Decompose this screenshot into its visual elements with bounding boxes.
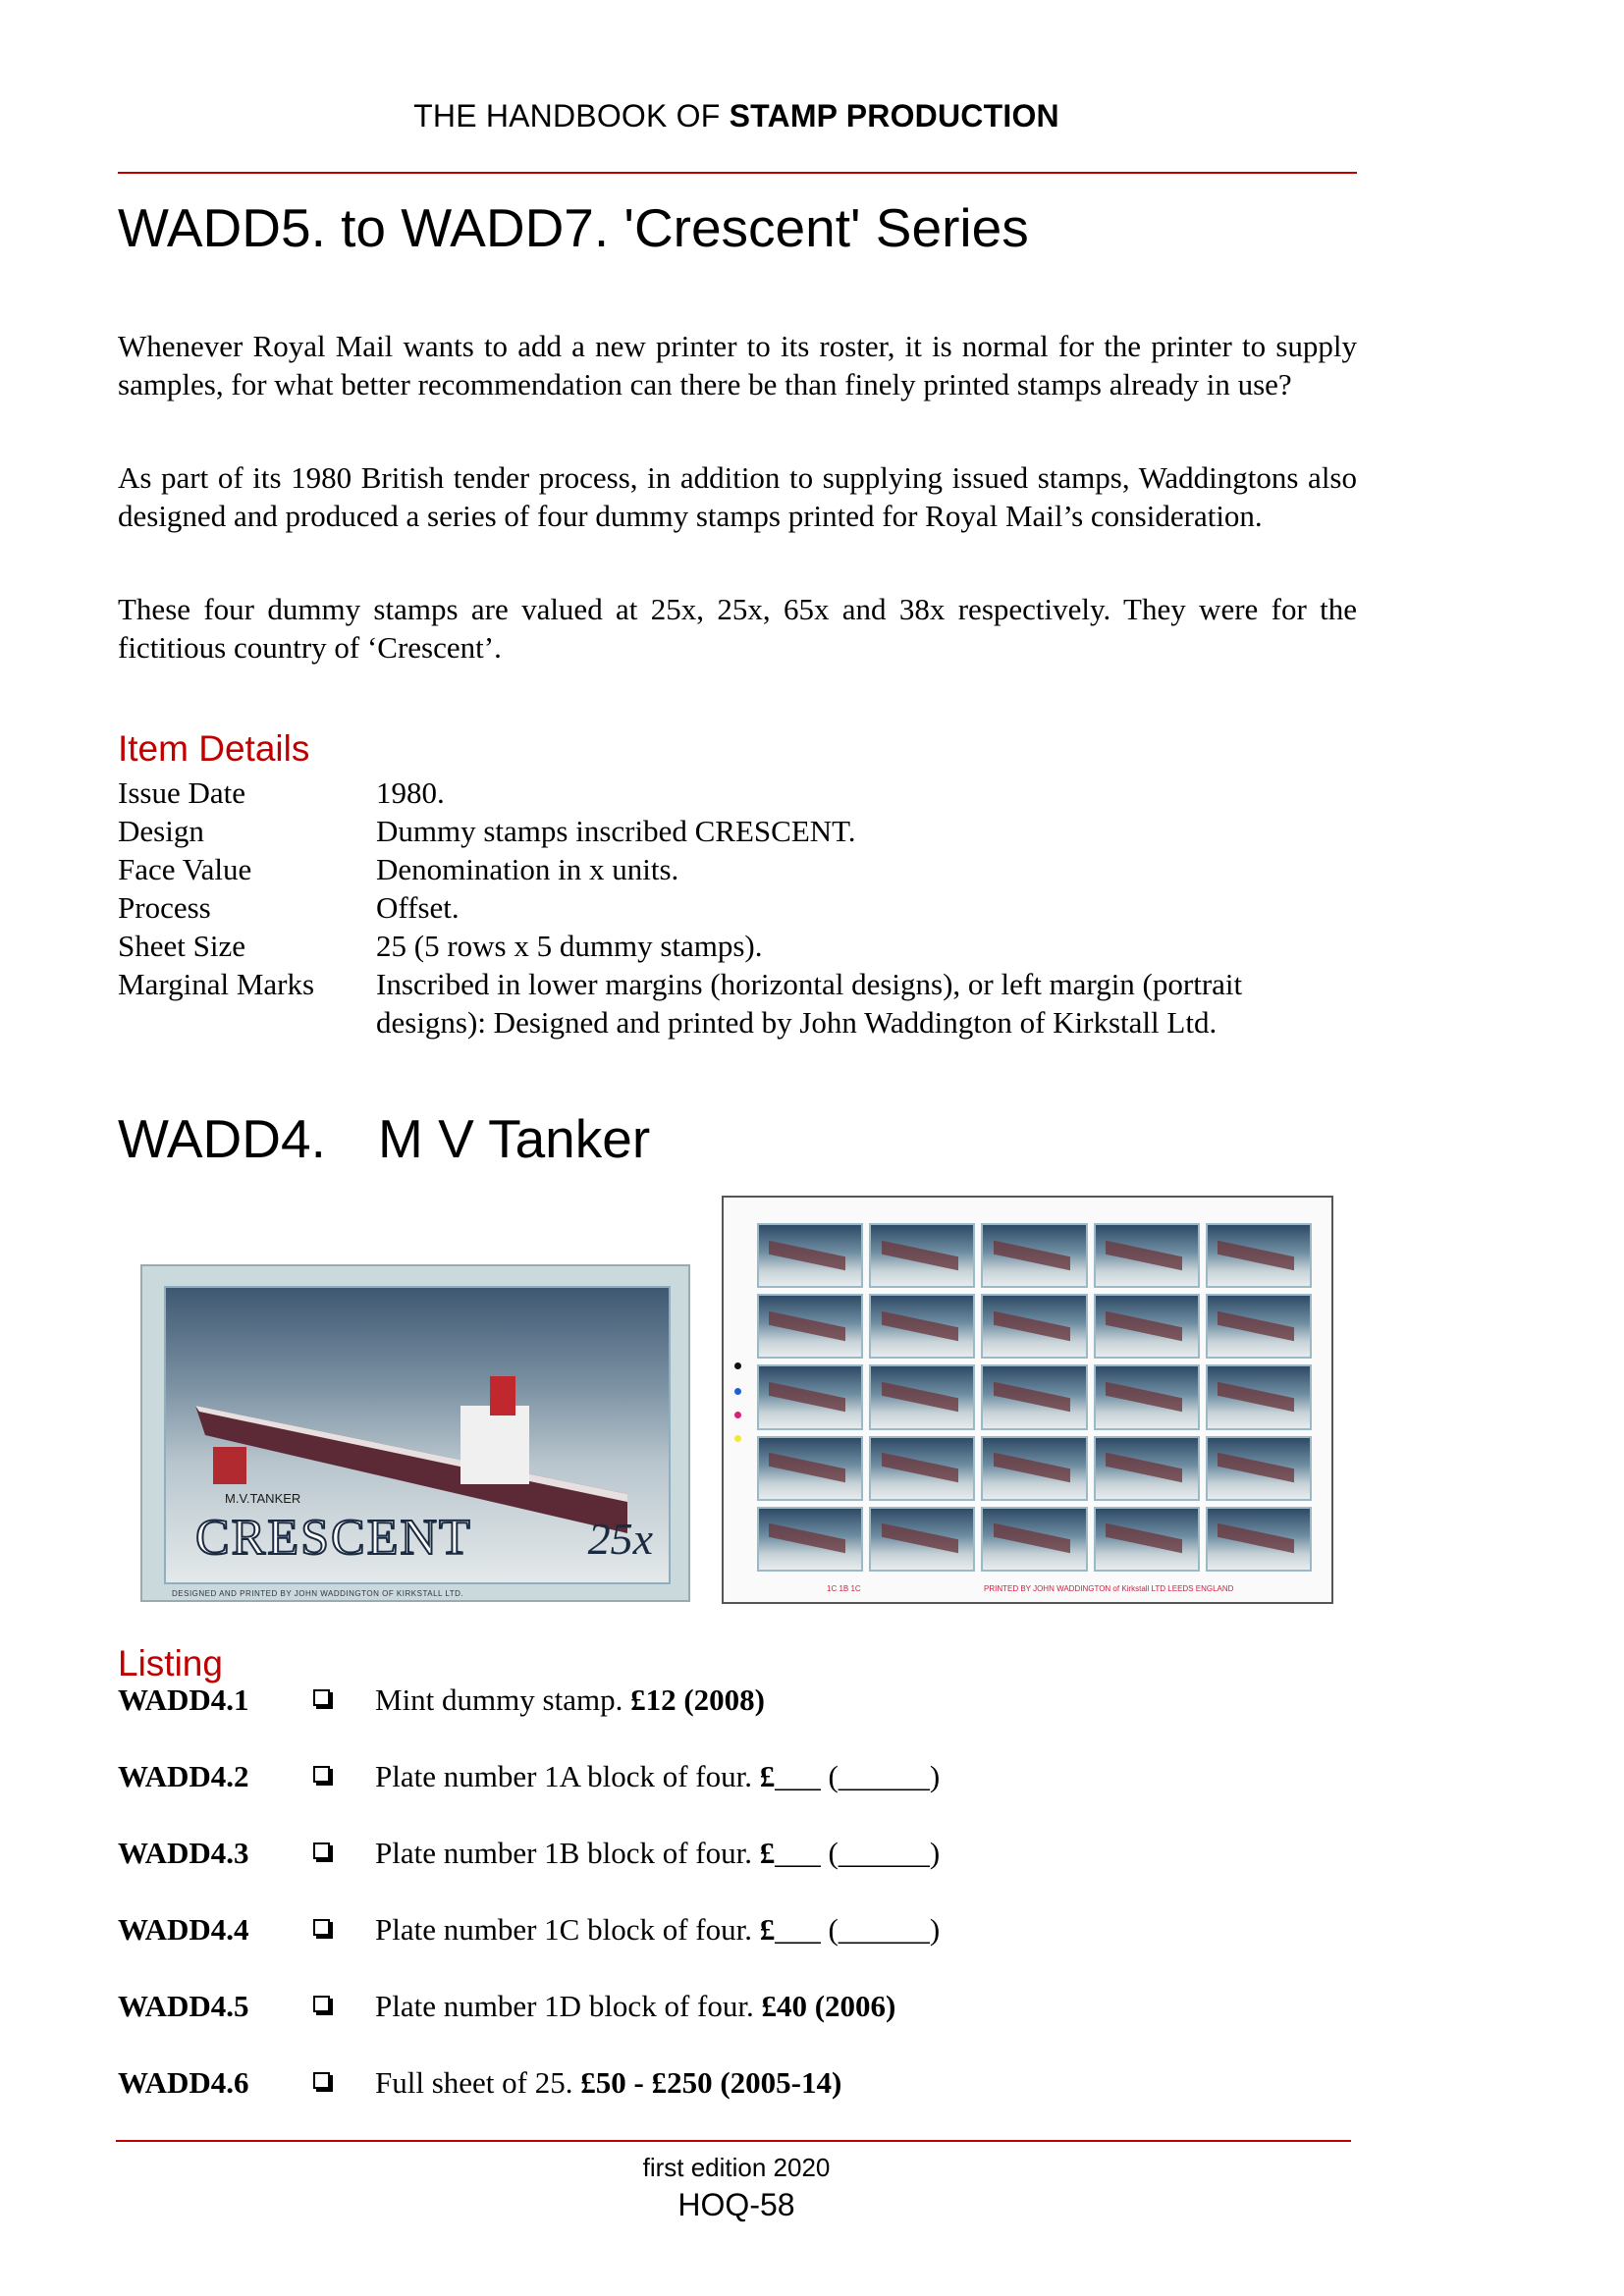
detail-row (118, 927, 1357, 965)
listing-description: Plate number 1A block of four. (375, 1759, 760, 1793)
listing-text (375, 1989, 895, 2024)
sheet-stamp (869, 1223, 975, 1288)
listing-price: £ (759, 1759, 776, 1793)
listing-text (375, 1836, 940, 1871)
running-header (0, 98, 1473, 134)
listing-item (118, 1836, 1357, 1912)
sheet-stamp (757, 1294, 863, 1359)
colour-dot (734, 1435, 741, 1442)
item-details (118, 774, 1357, 1041)
listing-text (375, 1682, 765, 1718)
header-bold: STAMP PRODUCTION (729, 98, 1059, 133)
listing-description: Plate number 1B block of four. (375, 1836, 760, 1870)
detail-value: Dummy stamps inscribed CRESCENT. (376, 814, 856, 848)
listing-price: £50 - £250 (2005-14) (580, 2065, 842, 2100)
sheet-stamp (1206, 1223, 1312, 1288)
listing-blank: ___ (______) (775, 1759, 941, 1793)
detail-value: 25 (5 rows x 5 dummy stamps). (376, 929, 763, 963)
listing-item (118, 1759, 1357, 1836)
sheet-stamp (757, 1223, 863, 1288)
listing-code: WADD4.3 (118, 1836, 249, 1870)
sheet-plate-code: 1C 1B 1C (827, 1584, 861, 1593)
stamp-imprint: DESIGNED AND PRINTED BY JOHN WADDINGTON OF KIRKSTALL LTD. (172, 1589, 464, 1598)
ship-deck (195, 1406, 627, 1502)
sheet-stamp (981, 1294, 1087, 1359)
detail-value: Offset. (376, 890, 460, 925)
listing-code: WADD4.1 (118, 1682, 249, 1717)
sheet-stamp (1094, 1507, 1200, 1572)
listing-price: £12 (2008) (630, 1682, 765, 1717)
detail-row (118, 850, 1357, 888)
listing-item (118, 1682, 1357, 1759)
sheet-stamp (1206, 1364, 1312, 1429)
section-title: WADD5. to WADD7. 'Crescent' Series (118, 197, 1029, 258)
checkbox-icon[interactable] (313, 1996, 330, 2012)
paragraph-1: Whenever Royal Mail wants to add a new printer to its roster, it is normal for the printer to supply samples, for what better recommendation can there be than finely printed stamps already in use? (118, 329, 1357, 401)
stamp-caption: M.V.TANKER (225, 1491, 301, 1506)
ship-superstructure (460, 1406, 529, 1484)
sheet-stamp (757, 1507, 863, 1572)
detail-value: Inscribed in lower margins (horizontal designs), or left margin (portrait designs): Designed and printed by John Waddington of Kirkstall Ltd. (376, 967, 1243, 1040)
checkbox-icon[interactable] (313, 2072, 330, 2089)
sheet-stamp (869, 1507, 975, 1572)
detail-value: 1980. (376, 775, 445, 810)
footer-edition: first edition 2020 (642, 2153, 831, 2182)
sheet-stamp (1094, 1436, 1200, 1501)
sheet-stamp (1094, 1223, 1200, 1288)
checkbox-icon[interactable] (313, 1842, 330, 1859)
listing-item (118, 2065, 1357, 2142)
sheet-stamp (1206, 1294, 1312, 1359)
header-plain: THE HANDBOOK OF (413, 98, 730, 133)
sheet-stamp (757, 1364, 863, 1429)
colour-dot (734, 1388, 741, 1395)
paragraph-2: As part of its 1980 British tender process, in addition to supplying issued stamps, Waddingtons also designed and produced a series of four dummy stamps printed for Royal Mail’s consideration. (118, 460, 1357, 533)
detail-label: Issue Date (118, 775, 245, 810)
paragraph-3: These four dummy stamps are valued at 25x, 25x, 65x and 38x respectively. They were for the fictitious country of ‘Crescent’. (118, 592, 1357, 665)
footer-rule (116, 2140, 1351, 2142)
detail-label: Face Value (118, 852, 252, 886)
sheet-stamp (869, 1436, 975, 1501)
detail-label: Marginal Marks (118, 967, 315, 1001)
sheet-stamp (1094, 1364, 1200, 1429)
sheet-stamp (981, 1364, 1087, 1429)
listing-text (375, 1759, 940, 1794)
detail-row (118, 774, 1357, 812)
detail-row (118, 965, 1357, 1041)
stamp-image (140, 1264, 690, 1602)
sheet-stamp-grid (757, 1223, 1312, 1572)
detail-label: Design (118, 814, 204, 848)
listing-text (375, 1912, 940, 1948)
sheet-stamp (981, 1507, 1087, 1572)
subsection-title (118, 1107, 650, 1170)
full-sheet-image (722, 1196, 1333, 1604)
listing-price: £ (759, 1836, 776, 1870)
checkbox-icon[interactable] (313, 1919, 330, 1936)
page-number: HOQ-58 (677, 2187, 795, 2222)
item-details-heading: Item Details (118, 728, 310, 769)
detail-value: Denomination in x units. (376, 852, 679, 886)
detail-row (118, 812, 1357, 850)
detail-row (118, 888, 1357, 927)
sheet-stamp (1206, 1507, 1312, 1572)
colour-dot (734, 1362, 741, 1369)
sheet-stamp (1094, 1294, 1200, 1359)
listing-description: Plate number 1C block of four. (375, 1912, 760, 1947)
colour-dot (734, 1412, 741, 1418)
listing-text (375, 2065, 841, 2101)
sheet-stamp (1206, 1436, 1312, 1501)
stamp-country: CRESCENT (195, 1510, 472, 1566)
listing-description: Plate number 1D block of four. (375, 1989, 762, 2023)
subsection-name: M V Tanker (378, 1108, 651, 1169)
listing-item (118, 1912, 1357, 1989)
detail-label: Sheet Size (118, 929, 245, 963)
subsection-code: WADD4. (118, 1108, 326, 1169)
checkbox-icon[interactable] (313, 1689, 330, 1706)
sheet-stamp (981, 1436, 1087, 1501)
sheet-stamp (981, 1223, 1087, 1288)
sheet-stamp (869, 1364, 975, 1429)
listing-heading: Listing (118, 1643, 223, 1683)
flag-emblem (213, 1447, 246, 1484)
sheet-stamp (869, 1294, 975, 1359)
header-rule (118, 172, 1357, 174)
listing-code: WADD4.4 (118, 1912, 249, 1947)
stamp-design (164, 1286, 671, 1584)
listing-code: WADD4.6 (118, 2065, 249, 2100)
listing (118, 1682, 1357, 2142)
listing-item (118, 1989, 1357, 2065)
checkbox-icon[interactable] (313, 1766, 330, 1783)
listing-description: Mint dummy stamp. (375, 1682, 631, 1717)
stamp-value: 25x (587, 1514, 653, 1564)
sheet-stamp (757, 1436, 863, 1501)
listing-code: WADD4.5 (118, 1989, 249, 2023)
sheet-imprint: PRINTED BY JOHN WADDINGTON of Kirkstall LTD LEEDS ENGLAND (984, 1584, 1234, 1593)
listing-blank: ___ (______) (775, 1836, 941, 1870)
listing-code: WADD4.2 (118, 1759, 249, 1793)
listing-price: £ (759, 1912, 776, 1947)
listing-price: £40 (2006) (761, 1989, 896, 2023)
detail-label: Process (118, 890, 211, 925)
ship-funnel (490, 1376, 515, 1415)
listing-blank: ___ (______) (775, 1912, 941, 1947)
listing-description: Full sheet of 25. (375, 2065, 581, 2100)
